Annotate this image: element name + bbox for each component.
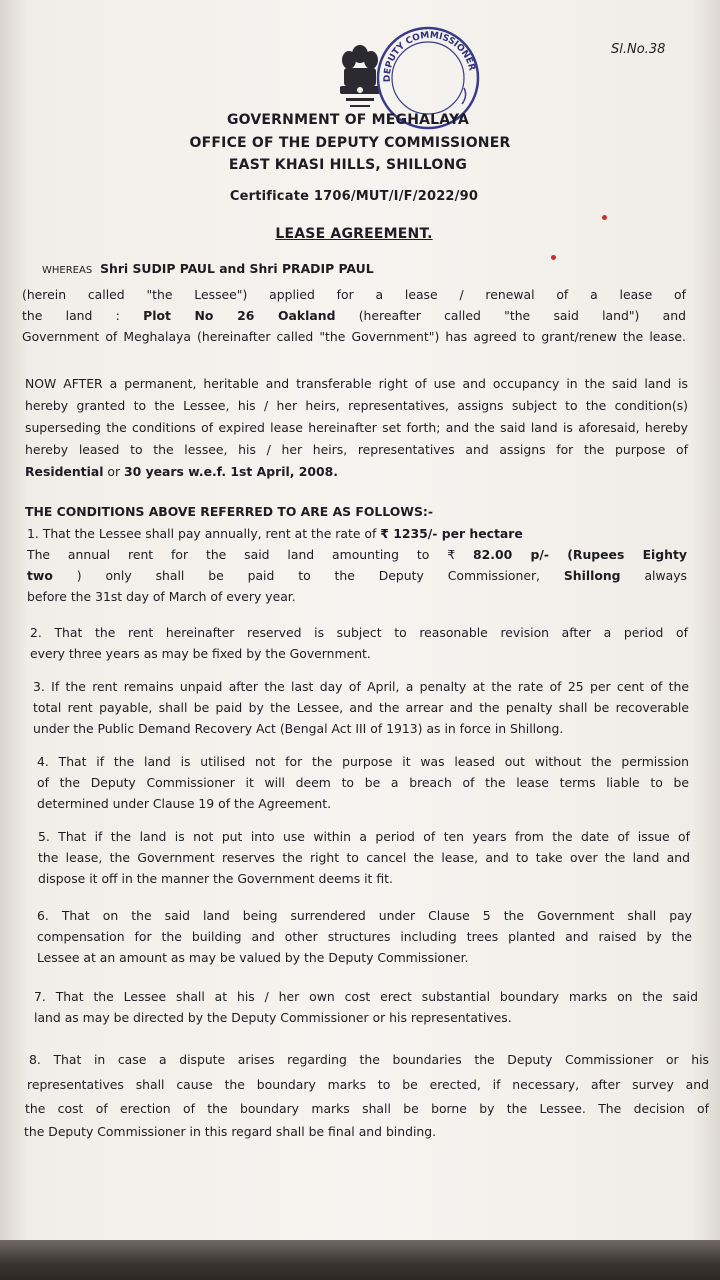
condition-8: the cost of erection of the boundary marks shall be borne by the Lessee. The decision of <box>25 1101 709 1116</box>
grant-paragraph: NOW AFTER a permanent, heritable and transferable right of use and occupancy in the said land is <box>25 376 688 391</box>
condition-3: total rent payable, shall be paid by the Lessee, and the arrear and the penalty shall be recoverable <box>33 700 689 715</box>
grant-paragraph: superseding the conditions of expired lease hereinafter set forth; and the said land is aforesaid, hereby <box>25 420 688 435</box>
red-ink-mark <box>602 215 607 220</box>
district-heading: EAST KHASI HILLS, SHILLONG <box>228 157 468 173</box>
preamble-land: the land : Plot No 26 Oakland (hereafter called "the said land") and <box>22 308 686 323</box>
condition-2: 2. That the rent hereinafter reserved is subject to reasonable revision after a period of <box>30 625 688 640</box>
office-heading: OFFICE OF THE DEPUTY COMMISSIONER <box>189 135 511 151</box>
condition-4: determined under Clause 19 of the Agreement. <box>37 796 332 811</box>
condition-6: compensation for the building and other structures including trees planted and raised by the <box>37 929 692 944</box>
condition-7: land as may be directed by the Deputy Commissioner or his representatives. <box>34 1010 512 1025</box>
page-bottom-shadow <box>0 1240 720 1280</box>
condition-7: 7. That the Lessee shall at his / her own cost erect substantial boundary marks on the said <box>34 989 698 1004</box>
condition-3: under the Public Demand Recovery Act (Bengal Act III of 1913) as in force in Shillong. <box>33 721 564 736</box>
condition-5: the lease, the Government reserves the right to cancel the lease, and to take over the land and <box>38 850 690 865</box>
condition-5: dispose it off in the manner the Government deems it fit. <box>38 871 393 886</box>
condition-1: The annual rent for the said land amounting to ₹ 82.00 p/- (Rupees Eighty <box>27 547 687 562</box>
condition-1: 1. That the Lessee shall pay annually, rent at the rate of ₹ 1235/- per hectare <box>27 526 523 541</box>
condition-6: Lessee at an amount as may be valued by the Deputy Commissioner. <box>37 950 469 965</box>
conditions-heading: THE CONDITIONS ABOVE REFERRED TO ARE AS FOLLOWS:- <box>25 504 433 519</box>
preamble-line: Government of Meghalaya (hereinafter called "the Government") has agreed to grant/renew the lease. <box>22 329 686 344</box>
preamble-parties: WHEREAS Shri SUDIP PAUL and Shri PRADIP PAUL <box>42 261 374 276</box>
condition-5: 5. That if the land is not put into use within a period of ten years from the date of issue of <box>38 829 690 844</box>
seal-text: DEPUTY COMMISSIONER <box>382 30 477 83</box>
certificate-number: Certificate 1706/MUT/I/F/2022/90 <box>229 189 479 204</box>
document-title: LEASE AGREEMENT. <box>275 226 433 242</box>
condition-8: representatives shall cause the boundary marks to be erected, if necessary, after survey and <box>27 1077 709 1092</box>
grant-paragraph: hereby granted to the Lessee, his / her heirs, representatives, assigns subject to the condition(s) <box>25 398 688 413</box>
condition-1: two ) only shall be paid to the Deputy Commissioner, Shillong always <box>27 568 687 583</box>
condition-8: the Deputy Commissioner in this regard shall be final and binding. <box>24 1124 437 1139</box>
condition-6: 6. That on the said land being surrendered under Clause 5 the Government shall pay <box>37 908 692 923</box>
condition-3: 3. If the rent remains unpaid after the last day of April, a penalty at the rate of 25 per cent of the <box>33 679 689 694</box>
condition-2: every three years as may be fixed by the Government. <box>30 646 371 661</box>
grant-purpose: Residential or 30 years w.e.f. 1st April, 2008. <box>25 464 338 479</box>
government-heading: GOVERNMENT OF MEGHALAYA <box>226 112 470 128</box>
condition-4: of the Deputy Commissioner it will deem to be a breach of the lease terms liable to be <box>37 775 689 790</box>
preamble-line: (herein called "the Lessee") applied for a lease / renewal of a lease of <box>22 287 686 302</box>
condition-4: 4. That if the land is utilised not for the purpose it was leased out without the permission <box>37 754 689 769</box>
condition-8: 8. That in case a dispute arises regarding the boundaries the Deputy Commissioner or his <box>29 1052 709 1067</box>
serial-number: Sl.No.38 <box>611 42 666 57</box>
condition-1: before the 31st day of March of every year. <box>27 589 296 604</box>
grant-paragraph: hereby leased to the lessee, his / her heirs, representatives and assigns for the purpose of <box>25 442 688 457</box>
